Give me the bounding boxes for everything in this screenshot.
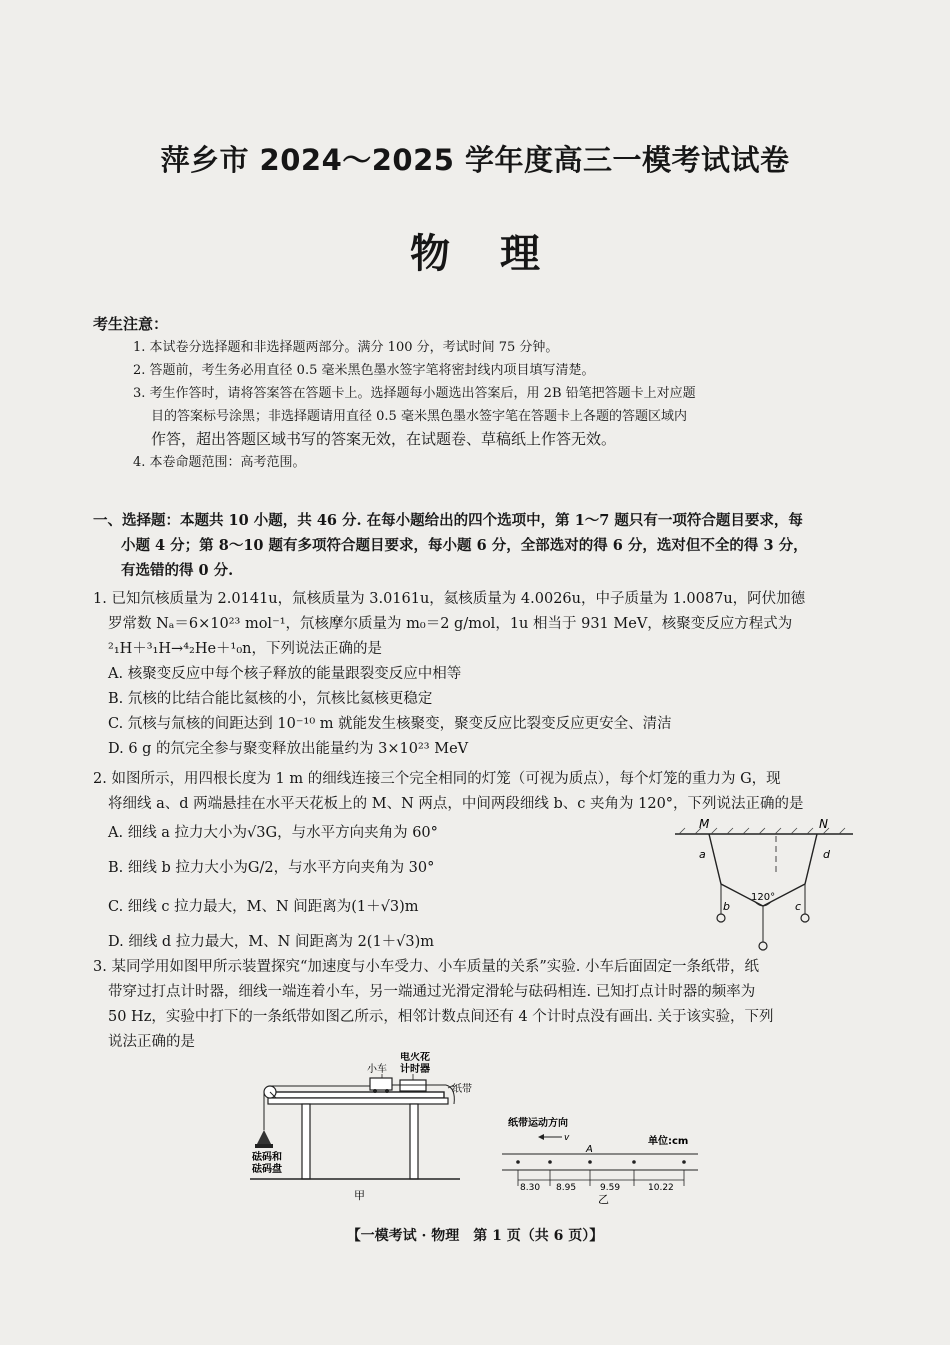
option-c: C. 细线 c 拉力最大，M、N 间距离为(1＋√3)m	[108, 899, 419, 915]
question-text: 将细线 a、d 两端悬挂在水平天花板上的 M、N 两点，中间两段细线 b、c 夹角为 120°，下列说法正确的是	[108, 796, 804, 812]
question-text: ²₁H＋³₁H→⁴₂He＋¹₀n，下列说法正确的是	[108, 641, 383, 657]
option-a: A. 细线 a 拉力大小为√3G，与水平方向夹角为 60°	[108, 825, 438, 841]
label-v: v	[564, 1133, 570, 1143]
distance-2: 8.95	[556, 1183, 577, 1193]
notice-item: 目的答案标号涂黑；非选择题请用直径 0.5 毫米黑色墨水签字笔在答题卡上各题的答题区域内	[151, 409, 687, 424]
paper-tape-figure	[498, 1110, 708, 1205]
page-footer: 【一模考试 · 物理 第 1 页（共 6 页）】	[346, 1228, 604, 1244]
notice-item: 1. 本试卷分选择题和非选择题两部分。满分 100 分，考试时间 75 分钟。	[133, 340, 559, 355]
distance-1: 8.30	[520, 1183, 541, 1193]
question-text: 带穿过打点计时器，细线一端连着小车，另一端通过光滑定滑轮与砝码相连. 已知打点计时器的频率为	[108, 984, 756, 1000]
label-weight-1: 砝码和	[252, 1152, 282, 1163]
question-text: 1. 已知氘核质量为 2.0141u，氚核质量为 3.0161u，氦核质量为 4.0026u，中子质量为 1.0087u，阿伏加德	[93, 591, 806, 607]
label-weight-2: 砝码盘	[252, 1164, 282, 1175]
label-b: b	[723, 900, 730, 913]
label-m: M	[699, 817, 710, 831]
distance-3: 9.59	[600, 1183, 621, 1193]
question-text: 说法正确的是	[108, 1034, 195, 1050]
option-a: A. 核聚变反应中每个核子释放的能量跟裂变反应中相等	[108, 666, 462, 682]
section-line: 有选错的得 0 分.	[121, 562, 234, 579]
label-point-a: A	[586, 1144, 593, 1155]
question-text: 罗常数 Nₐ＝6×10²³ mol⁻¹，氘核摩尔质量为 m₀＝2 g/mol，1u 相当于 931 MeV，核聚变反应方程式为	[108, 616, 793, 632]
caption-jia: 甲	[354, 1189, 365, 1202]
label-a: a	[699, 848, 706, 861]
question-1	[93, 587, 863, 762]
exam-title: 萍乡市 2024～2025 学年度高三一模考试试卷	[160, 143, 790, 177]
label-angle: 120°	[751, 892, 776, 903]
question-3	[93, 955, 863, 1055]
subject-title: 物理	[410, 231, 590, 277]
label-n: N	[819, 817, 828, 831]
notice-list	[133, 336, 863, 474]
option-d: D. 细线 d 拉力最大，M、N 间距离为 2(1＋√3)m	[108, 934, 435, 950]
label-c: c	[795, 900, 802, 913]
caption-yi: 乙	[598, 1193, 609, 1205]
notice-item: 3. 考生作答时，请将答案答在答题卡上。选择题每小题选出答案后，用 2B 铅笔把答题卡上对应题	[133, 386, 696, 401]
label-car: 小车	[367, 1064, 387, 1075]
question-text: 3. 某同学用如图甲所示装置探究“加速度与小车受力、小车质量的关系”实验. 小车后面固定一条纸带，纸	[93, 959, 759, 975]
notice-item: 4. 本卷命题范围：高考范围。	[133, 455, 306, 470]
option-c: C. 氘核与氚核的间距达到 10⁻¹⁰ m 就能发生核聚变，聚变反应比裂变反应更安全、清洁	[108, 716, 672, 732]
label-direction: 纸带运动方向	[508, 1118, 568, 1129]
label-timer-2: 计时器	[400, 1064, 430, 1075]
notice-item: 2. 答题前，考生务必用直径 0.5 毫米黑色墨水签字笔将密封线内项目填写清楚。	[133, 363, 595, 378]
label-d: d	[823, 848, 830, 861]
section-line: 小题 4 分；第 8～10 题有多项符合题目要求，每小题 6 分，全部选对的得 6 分，选对但不全的得 3 分，	[121, 537, 808, 554]
section-instructions	[93, 508, 863, 583]
section-line: 一、选择题：本题共 10 小题，共 46 分. 在每小题给出的四个选项中，第 1～7 题只有一项符合题目要求，每	[93, 512, 803, 529]
lantern-figure	[665, 812, 860, 960]
option-b: B. 细线 b 拉力大小为G/2，与水平方向夹角为 30°	[108, 860, 435, 876]
question-text: 2. 如图所示，用四根长度为 1 m 的细线连接三个完全相同的灯笼（可视为质点），每个灯笼的重力为 G，现	[93, 771, 781, 787]
label-unit: 单位:cm	[648, 1136, 689, 1147]
distance-4: 10.22	[648, 1183, 674, 1193]
notice-item: 作答，超出答题区域书写的答案无效，在试题卷、草稿纸上作答无效。	[151, 430, 617, 448]
label-tape: 纸带	[452, 1084, 472, 1095]
question-text: 50 Hz，实验中打下的一条纸带如图乙所示，相邻计数点间还有 4 个计时点没有画出. 关于该实验，下列	[108, 1009, 774, 1025]
option-d: D. 6 g 的氘完全参与聚变释放出能量约为 3×10²³ MeV	[108, 741, 469, 757]
apparatus-figure	[250, 1052, 480, 1202]
notice-heading: 考生注意：	[93, 315, 169, 333]
option-b: B. 氘核的比结合能比氦核的小，氘核比氦核更稳定	[108, 691, 433, 707]
label-timer-1: 电火花	[400, 1052, 430, 1063]
